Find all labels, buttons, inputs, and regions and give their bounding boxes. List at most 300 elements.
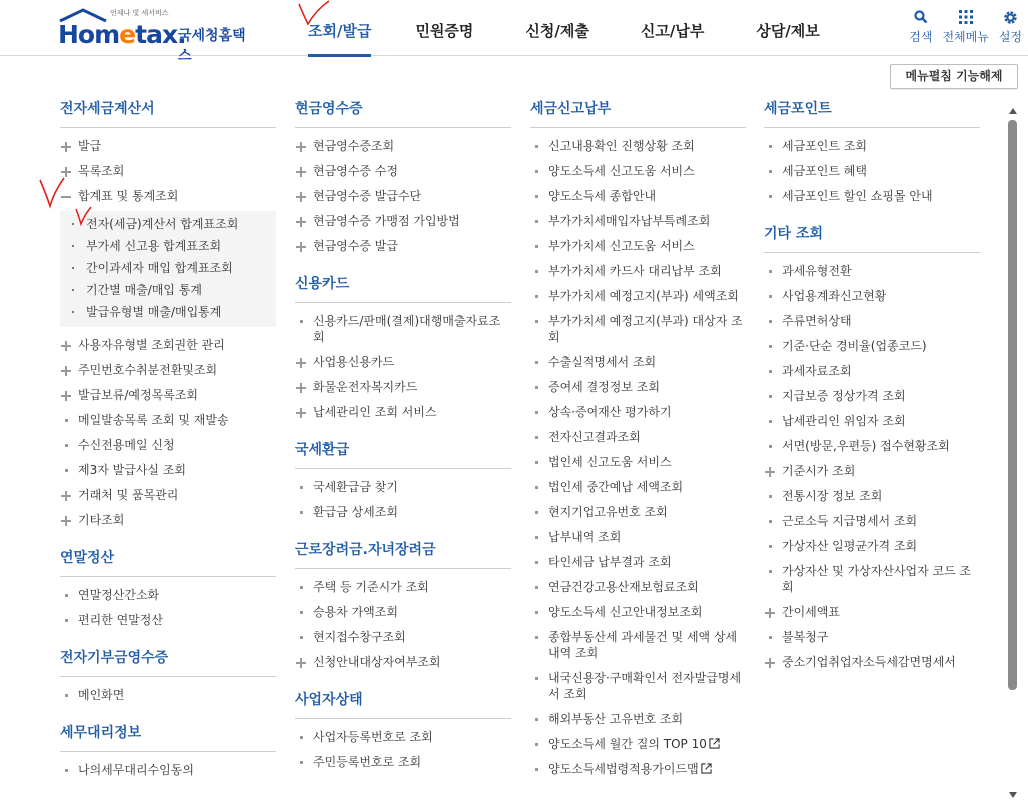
bullet-dot-icon [535,536,538,539]
menu-item[interactable] [530,425,746,450]
menu-item-label: 납부내역 조회 [548,530,622,544]
submenu-item-label: 간이과세자 매입 합계표조회 [86,261,233,275]
menu-item-label: 부가가치세 예정고지(부과) 세액조회 [548,289,739,303]
bullet-dot-icon [535,270,538,273]
menu-item[interactable] [764,650,980,675]
submenu-item[interactable] [60,257,276,279]
collapse-minus-icon [61,196,71,198]
menu-item[interactable] [530,234,746,259]
menu-section [295,98,511,259]
menu-item[interactable] [764,259,980,284]
menu-item-label: 제3자 발급사실 조회 [78,463,187,477]
expand-plus-icon [296,167,306,177]
expand-plus-icon [296,358,306,368]
menu-item[interactable] [295,209,511,234]
menu-item-label: 상속·증여재산 평가하기 [548,405,672,419]
bullet-dot-icon [65,594,68,597]
vertical-scrollbar[interactable] [1006,108,1020,798]
expand-plus-icon [296,408,306,418]
menu-item[interactable] [60,608,276,633]
menu-item-label: 해외부동산 고유번호 조회 [548,712,684,726]
bullet-dot-icon [65,694,68,697]
nav-report-pay[interactable]: 신고/납부 [640,22,705,40]
submenu-item[interactable] [60,301,276,323]
bullet-dot-icon [535,195,538,198]
section-title[interactable]: 전자세금계산서 [60,98,276,128]
menu-item[interactable] [530,525,746,550]
main-nav [290,0,846,56]
expand-plus-icon [765,467,775,477]
bullet-dot-icon [300,511,303,514]
menu-item-label: 가상자산 및 가상자산사업자 코드 조회 [782,564,972,594]
bullet-dot-icon [535,220,538,223]
bullet-dot-icon [300,636,303,639]
menu-item-label: 가상자산 일평균가격 조회 [782,539,918,553]
menu-item[interactable] [764,359,980,384]
menu-item-label: 연말정산간소화 [78,588,160,602]
menu-item-label: 양도소득세 월간 질의 TOP 10 [548,737,707,751]
menu-item[interactable] [60,184,276,209]
bullet-dot-icon [769,320,772,323]
menu-item[interactable] [295,400,511,425]
menu-item-label: 과세유형전환 [782,264,852,278]
menu-section [530,98,746,782]
bullet-dot-icon [535,718,538,721]
menu-item[interactable] [60,758,276,783]
menu-item[interactable] [295,309,511,350]
menu-item[interactable] [530,475,746,500]
menu-item-label: 기준시가 조회 [782,464,856,478]
section-title[interactable]: 세금신고납부 [530,98,746,128]
bullet-dot-icon [535,170,538,173]
menu-item-label: 현금영수증 발급 [313,239,398,253]
bullet-dot-icon [769,495,772,498]
menu-item-label: 납세관리인 조회 서비스 [313,405,437,419]
menu-item-label: 현지기업고유번호 조회 [548,505,668,519]
bullet-dot-icon [769,420,772,423]
menu-item-label: 나의세무대리수임동의 [78,763,194,777]
menu-item[interactable] [60,458,276,483]
menu-item[interactable] [295,725,511,750]
all-menu-button[interactable] [942,8,988,45]
menu-item-label: 발급보류/예정목록조회 [78,388,198,402]
bullet-dot-icon [535,145,538,148]
menu-item-label: 편리한 연말정산 [78,613,163,627]
menu-item-label: 타인세금 납부결과 조회 [548,555,672,569]
search-icon [912,8,930,26]
section-menu-list [295,725,511,775]
menu-item[interactable] [60,134,276,159]
menu-item-label: 현금영수증조회 [313,139,395,153]
menu-item-label: 국세환급금 찾기 [313,480,398,494]
menu-item-label: 부가가치세 카드사 대리납부 조회 [548,264,722,278]
settings-button[interactable] [999,8,1022,45]
menu-item-label: 법인세 중간예납 세액조회 [548,480,684,494]
menu-item-label: 서면(방문,우편등) 접수현황조회 [782,439,950,453]
menu-item[interactable] [764,159,980,184]
menu-item[interactable] [60,159,276,184]
menu-item-label: 화물운전자복지카드 [313,380,418,394]
menu-item[interactable] [295,159,511,184]
menu-item[interactable] [764,309,980,334]
menu-item[interactable] [295,134,511,159]
menu-item-label: 신청안내대상자여부조회 [313,655,441,669]
menu-item[interactable] [530,757,746,782]
nav-inquiry-issue[interactable]: 조회/발급 [290,0,389,56]
section-menu-list [530,134,746,782]
menu-item[interactable] [530,350,746,375]
menu-item[interactable] [295,234,511,259]
bullet-dot-icon [65,444,68,447]
logo-tagline: 언제나 빛 세서비스 [110,9,169,17]
submenu-container [60,211,276,327]
bullet-dot-icon [535,636,538,639]
menu-item-label: 사용자유형별 조회권한 관리 [78,338,225,352]
bullet-dot-icon [72,311,74,313]
scroll-up-arrow-icon[interactable] [1009,108,1017,114]
menu-item[interactable] [764,284,980,309]
menu-item[interactable] [530,575,746,600]
section-title[interactable]: 사업자상태 [295,689,511,719]
menu-item[interactable] [530,159,746,184]
menu-item[interactable] [530,209,746,234]
bullet-dot-icon [300,586,303,589]
bullet-dot-icon [65,769,68,772]
menu-item[interactable] [530,625,746,666]
menu-item[interactable] [530,707,746,732]
menu-item-label: 불복청구 [782,630,829,644]
section-title[interactable]: 세무대리정보 [60,722,276,752]
expand-plus-icon [765,658,775,668]
bullet-dot-icon [535,461,538,464]
menu-item[interactable] [764,600,980,625]
bullet-dot-icon [769,270,772,273]
menu-item[interactable] [764,509,980,534]
menu-column-2 [295,98,511,789]
utility-menu [909,8,1022,45]
menu-section [60,722,276,783]
menu-item[interactable] [530,375,746,400]
menu-item-label: 주민번호수취분전환및조회 [78,363,218,377]
menu-item[interactable] [60,433,276,458]
menu-item-label: 주민등록번호로 조회 [313,755,422,769]
menu-section [295,273,511,425]
menu-item-label: 현금영수증 가맹점 가입방법 [313,214,460,228]
menu-item[interactable] [60,683,276,708]
section-menu-list [295,475,511,525]
menu-item-label: 양도소득세 신고도움 서비스 [548,164,695,178]
bullet-dot-icon [535,561,538,564]
menu-item[interactable] [295,625,511,650]
menu-item[interactable] [764,625,980,650]
menu-item[interactable] [530,666,746,707]
expand-plus-icon [61,391,71,401]
bullet-dot-icon [769,195,772,198]
menu-item-label: 근로소득 지급명세서 조회 [782,514,918,528]
menu-section [60,647,276,708]
bullet-dot-icon [300,486,303,489]
expand-plus-icon [61,516,71,526]
menu-item-label: 주류면허상태 [782,314,852,328]
submenu-item[interactable] [60,279,276,301]
section-title[interactable]: 기타 조회 [764,223,980,253]
menu-item[interactable] [60,383,276,408]
expand-plus-icon [296,192,306,202]
menu-column-1 [60,98,276,797]
expand-plus-icon [296,383,306,393]
menu-item[interactable] [530,259,746,284]
menu-item[interactable] [764,559,980,600]
section-menu-list [60,683,276,708]
menu-item-label: 양도소득세 신고안내정보조회 [548,605,703,619]
menu-item[interactable] [764,384,980,409]
nav-consult-report[interactable]: 상담/제보 [756,22,820,40]
bullet-dot-icon [769,570,772,573]
bullet-dot-icon [535,411,538,414]
bullet-dot-icon [535,486,538,489]
menu-item[interactable] [60,583,276,608]
menu-item-label: 메인화면 [78,688,125,702]
menu-item-label: 세금포인트 조회 [782,139,867,153]
menu-item-label: 사업용신용카드 [313,355,395,369]
bullet-dot-icon [535,436,538,439]
menu-item-label: 메일발송목록 조회 및 재발송 [78,413,229,427]
menu-item[interactable] [764,459,980,484]
bullet-dot-icon [72,223,74,225]
section-title[interactable]: 연말정산 [60,547,276,577]
menu-item-label: 전자신고결과조회 [548,430,641,444]
menu-item[interactable] [60,508,276,533]
bullet-dot-icon [769,545,772,548]
section-menu-list [295,134,511,259]
bullet-dot-icon [72,245,74,247]
bullet-dot-icon [769,636,772,639]
menu-item[interactable] [295,184,511,209]
bullet-dot-icon [535,320,538,323]
menu-item-label: 양도소득세 종합안내 [548,189,657,203]
menu-item-label: 합계표 및 통계조회 [78,189,179,203]
section-title[interactable]: 세금포인트 [764,98,980,128]
menu-item-label: 지급보증 정상가격 조회 [782,389,906,403]
bullet-dot-icon [65,619,68,622]
menu-unpin-button[interactable]: 메뉴펼침 기능해제 [890,64,1018,89]
menu-item-label: 주택 등 기준시가 조회 [313,580,429,594]
menu-item-label: 수출실적명세서 조회 [548,355,657,369]
bullet-dot-icon [535,245,538,248]
menu-item[interactable] [295,750,511,775]
menu-item[interactable] [60,333,276,358]
menu-item-label: 중소기업취업자소득세감면명세서 [782,655,956,669]
settings-label: 설정 [998,30,1022,44]
bullet-dot-icon [65,469,68,472]
menu-item[interactable] [764,409,980,434]
bullet-dot-icon [769,445,772,448]
menu-item[interactable] [764,484,980,509]
bullet-dot-icon [535,768,538,771]
nav-certificates[interactable]: 민원증명 [415,22,474,40]
grid-icon [957,8,975,26]
menu-item-label: 발급 [78,139,102,153]
expand-plus-icon [61,366,71,376]
bullet-dot-icon [769,295,772,298]
top-header [0,0,1028,64]
menu-item[interactable] [530,400,746,425]
gear-icon [1001,8,1019,26]
menu-item-label: 목록조회 [78,164,125,178]
logo-wordmark: Hometax. [58,20,186,49]
bullet-dot-icon [65,419,68,422]
menu-item[interactable] [295,575,511,600]
menu-item-label: 신고내용확인 진행상황 조회 [548,139,695,153]
menu-item-label: 현지접수창구조회 [313,630,406,644]
menu-section [295,689,511,775]
menu-item-label: 양도소득세법령적용가이드맵 [548,762,699,776]
menu-section [295,439,511,525]
section-title[interactable]: 전자기부금영수증 [60,647,276,677]
bullet-dot-icon [72,289,74,291]
menu-item[interactable] [295,350,511,375]
bullet-dot-icon [72,267,74,269]
menu-item[interactable] [530,600,746,625]
menu-item[interactable] [530,550,746,575]
submenu-item-label: 발급유형별 매출/매입통계 [86,305,222,319]
section-title[interactable]: 국세환급 [295,439,511,469]
menu-item[interactable] [60,483,276,508]
menu-section [295,539,511,675]
search-label: 검색 [909,30,933,44]
menu-item[interactable] [530,284,746,309]
submenu-item-label: 전자(세금)계산서 합계표조회 [86,217,239,231]
bullet-dot-icon [769,520,772,523]
menu-section [60,98,276,533]
menu-item[interactable] [764,134,980,159]
menu-item[interactable] [764,184,980,209]
bullet-dot-icon [535,511,538,514]
menu-item-label: 세금포인트 혜택 [782,164,867,178]
menu-section [60,547,276,633]
menu-item-label: 기준·단순 경비율(업종코드) [782,339,927,353]
menu-item[interactable] [530,134,746,159]
section-menu-list [60,583,276,633]
section-menu-list [60,134,276,533]
bullet-dot-icon [535,611,538,614]
section-menu-list [764,259,980,675]
menu-item-label: 종합부동산세 과세물건 및 세액 상세내역 조회 [548,630,738,660]
all-menu-label: 전체메뉴 [942,30,989,44]
menu-item[interactable] [295,600,511,625]
menu-item[interactable] [530,732,746,757]
menu-item[interactable] [530,184,746,209]
expand-plus-icon [61,491,71,501]
submenu-item-label: 부가세 신고용 합계표조회 [86,239,222,253]
bullet-dot-icon [769,170,772,173]
bullet-dot-icon [535,361,538,364]
bullet-dot-icon [300,320,303,323]
menu-item[interactable] [530,500,746,525]
bullet-dot-icon [535,386,538,389]
scroll-down-arrow-icon[interactable] [1009,792,1017,798]
menu-item-label: 부가가치세 신고도움 서비스 [548,239,695,253]
submenu-item-label: 기간별 매출/매입 통계 [86,283,203,297]
section-title[interactable]: 신용카드 [295,273,511,303]
section-menu-list [295,309,511,425]
bullet-dot-icon [769,395,772,398]
bullet-dot-icon [769,370,772,373]
section-menu-list [764,134,980,209]
menu-item-label: 과세자료조회 [782,364,852,378]
submenu-item[interactable] [60,235,276,257]
menu-item-label: 납세관리인 위임자 조회 [782,414,906,428]
menu-item-label: 부가가치세매입자납부특례조회 [548,214,711,228]
menu-item-label: 신용카드/판매(결제)대행매출자료조회 [313,314,501,344]
expand-plus-icon [296,658,306,668]
expand-plus-icon [61,142,71,152]
menu-item[interactable] [764,434,980,459]
submenu-list [60,211,276,327]
expand-plus-icon [296,217,306,227]
menu-item[interactable] [295,500,511,525]
bullet-dot-icon [300,736,303,739]
menu-item[interactable] [60,408,276,433]
menu-item[interactable] [764,334,980,359]
menu-item-label: 현금영수증 수정 [313,164,398,178]
menu-item[interactable] [764,534,980,559]
menu-item-label: 연금건강고용산재보험료조회 [548,580,699,594]
menu-item[interactable] [295,650,511,675]
bullet-dot-icon [769,145,772,148]
nav-apply-submit[interactable]: 신청/제출 [525,22,589,40]
logo-korean-name: 국세청홈택스 [178,28,246,64]
scroll-thumb[interactable] [1008,120,1017,690]
hometax-logo[interactable] [58,8,248,64]
external-link-icon [709,738,720,749]
menu-section [764,98,980,209]
bullet-dot-icon [535,295,538,298]
menu-item-label: 세금포인트 할인 쇼핑몰 안내 [782,189,933,203]
menu-item-label: 환급금 상세조회 [313,505,398,519]
menu-item[interactable] [295,475,511,500]
expand-plus-icon [296,242,306,252]
expand-plus-icon [296,142,306,152]
menu-item-label: 수신전용메일 신청 [78,438,175,452]
menu-item-label: 증여세 결정정보 조회 [548,380,660,394]
menu-item[interactable] [530,309,746,350]
menu-section [764,223,980,675]
menu-item-label: 승용차 가액조회 [313,605,398,619]
menu-item[interactable] [530,450,746,475]
menu-item-label: 내국신용장·구매확인서 전자발급명세서 조회 [548,671,742,701]
menu-item-label: 법인세 신고도움 서비스 [548,455,672,469]
menu-item-label: 기타조회 [78,513,125,527]
section-title[interactable]: 근로장려금.자녀장려금 [295,539,511,569]
menu-item-label: 사업자등록번호로 조회 [313,730,433,744]
section-menu-list [60,758,276,783]
search-button[interactable] [909,8,932,45]
menu-item-label: 부가가치세 예정고지(부과) 대상자 조회 [548,314,743,344]
menu-item-label: 사업용계좌신고현황 [782,289,887,303]
bullet-dot-icon [535,677,538,680]
expand-plus-icon [61,341,71,351]
section-menu-list [295,575,511,675]
section-title[interactable]: 현금영수증 [295,98,511,128]
menu-item[interactable] [60,358,276,383]
submenu-item[interactable] [60,213,276,235]
menu-column-4 [764,98,980,689]
menu-column-3 [530,98,746,796]
bullet-dot-icon [300,761,303,764]
external-link-icon [701,763,712,774]
menu-item[interactable] [295,375,511,400]
